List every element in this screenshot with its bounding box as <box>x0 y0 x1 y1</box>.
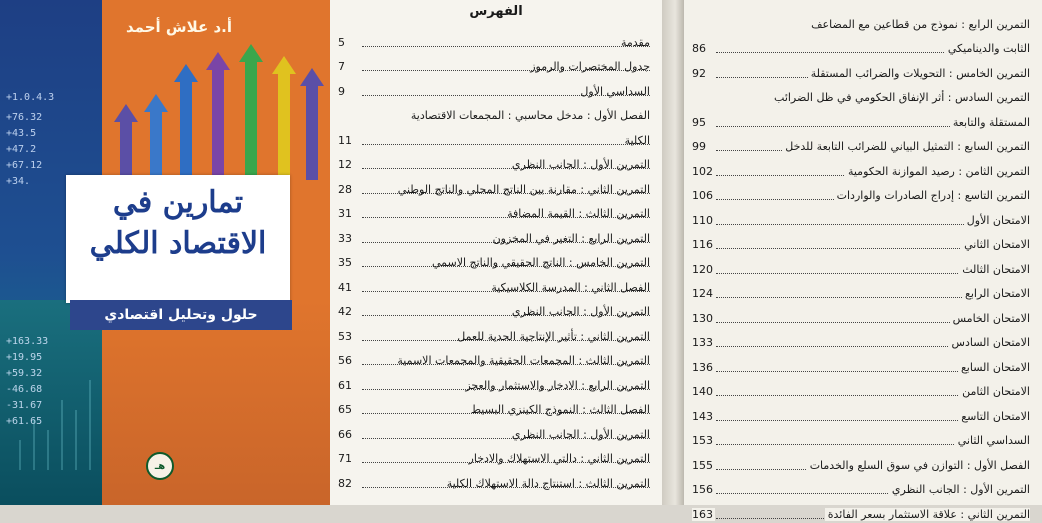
toc-entry <box>692 131 1030 156</box>
toc-entry <box>692 498 1030 523</box>
toc-entry <box>692 302 1030 327</box>
ticker-value: +34. <box>6 176 31 187</box>
ticker-value: +67.12 <box>6 160 43 171</box>
toc-entry <box>692 474 1030 499</box>
toc-entry-page: 53 <box>338 329 352 343</box>
toc-page-left <box>330 0 662 505</box>
toc-entry-page: 140 <box>692 385 713 398</box>
toc-entry-label: الكلية <box>624 133 650 147</box>
toc-entry-page: 35 <box>338 256 352 269</box>
toc-entry-label: التمرين الثامن : رصيد الموازنة الحكومية <box>845 165 1030 178</box>
toc-entry-page: 136 <box>692 360 713 374</box>
toc-page-right <box>684 0 1042 521</box>
toc-entry-label: مقدمة <box>620 35 650 49</box>
ticker-value: +1.0.4.3 <box>6 92 55 103</box>
toc-entry-label: الامتحان الأول <box>964 214 1030 227</box>
toc-entry-label: السداسي الأول <box>580 84 650 98</box>
ticker-value: +163.33 <box>6 336 49 347</box>
toc-entry-page: 163 <box>692 507 713 521</box>
toc-entry-page: 95 <box>692 115 706 129</box>
toc-entry <box>338 26 650 51</box>
toc-entry-label: التمرين الثاني : علاقة الاستثمار بسعر الفائدة <box>825 508 1030 521</box>
toc-entry-page: 33 <box>338 231 352 245</box>
toc-entry-page: 120 <box>692 262 713 276</box>
toc-entry-label: التمرين الرابع : التغير في المخزون <box>492 231 650 245</box>
ticker-value: +43.5 <box>6 128 37 139</box>
toc-entry <box>692 155 1030 180</box>
toc-entry-label: المستقلة والتابعة <box>950 116 1030 129</box>
toc-entry-page: 56 <box>338 354 352 367</box>
toc-entry-label: الامتحان الثالث <box>959 263 1030 276</box>
toc-entry <box>692 33 1030 58</box>
toc-entry-page: 11 <box>338 133 352 147</box>
toc-entry <box>338 418 650 443</box>
toc-entry <box>692 425 1030 450</box>
cover-subtitle: حلول وتحليل اقتصادي <box>70 300 292 330</box>
toc-entry-label: التمرين السابع : التمثيل البياني للضرائب التابعة للدخل <box>782 140 1030 153</box>
toc-entry-page: 42 <box>338 305 352 318</box>
toc-entry <box>338 124 650 149</box>
toc-entry <box>338 369 650 394</box>
toc-entry-page: 86 <box>692 42 706 55</box>
toc-entry <box>692 400 1030 425</box>
cover-author: أ.د علاش أحمد <box>126 18 232 36</box>
toc-entry <box>338 394 650 419</box>
toc-entry <box>338 173 650 198</box>
toc-entry-page: 5 <box>338 35 345 49</box>
toc-entry <box>338 443 650 468</box>
toc-entry-page: 82 <box>338 476 352 490</box>
cover-title-line1: تمارين في <box>112 185 244 220</box>
toc-entry <box>338 247 650 272</box>
toc-entry-page: 66 <box>338 427 352 441</box>
toc-entry-page: 116 <box>692 238 713 251</box>
toc-entry <box>692 8 1030 33</box>
toc-entry-label: الامتحان الثاني <box>961 238 1030 251</box>
toc-list <box>692 8 1030 523</box>
toc-entry-label: التمرين الثاني : تأثير الإنتاجية الحدية للعمل <box>457 329 650 343</box>
ticker-value: +61.65 <box>6 416 43 427</box>
toc-entry-label: السداسي الثاني <box>955 434 1030 447</box>
toc-entry-label: التمرين الثالث : استنتاج دالة الاستهلاك الكلية <box>446 476 650 490</box>
toc-entry-page: 71 <box>338 452 352 465</box>
ticker-value: +47.2 <box>6 144 37 155</box>
toc-entry-label: التمرين التاسع : إدراج الصادرات والواردات <box>834 189 1030 202</box>
cover-title-box <box>66 175 290 303</box>
ticker-value: +19.95 <box>6 352 43 363</box>
toc-entry-page: 41 <box>338 280 352 294</box>
toc-entry-label: الامتحان الخامس <box>950 312 1030 325</box>
leader-dots <box>362 46 650 47</box>
toc-entry-label: التمرين الخامس : التحويلات والضرائب المستقلة <box>808 67 1030 80</box>
toc-entry-page: 61 <box>338 378 352 392</box>
toc-entry-label: جدول المختصرات والرموز <box>530 60 650 73</box>
toc-entry <box>692 82 1030 107</box>
toc-list <box>338 26 650 492</box>
toc-entry-label: التمرين الثاني : دالتي الاستهلاك والادخار <box>468 452 650 465</box>
toc-entry-page: 133 <box>692 336 713 349</box>
toc-entry-label: الفصل الأول : التوازن في سوق السلع والخدمات <box>807 459 1030 472</box>
toc-entry <box>692 278 1030 303</box>
toc-entry-label: الفصل الأول : مدخل محاسبي : المجمعات الاقتصادية <box>410 109 650 122</box>
toc-entry-label: الامتحان الرابع <box>962 287 1030 300</box>
toc-entry <box>338 345 650 370</box>
toc-entry <box>692 106 1030 131</box>
toc-entry-label: التمرين الأول : الجانب النظري <box>511 305 650 318</box>
toc-entry <box>338 149 650 174</box>
toc-entry-label: الامتحان السابع <box>958 361 1030 374</box>
ticker-value: -46.68 <box>6 384 43 395</box>
toc-entry <box>338 320 650 345</box>
publisher-logo: هـ <box>146 452 174 480</box>
toc-entry-label: التمرين السادس : أثر الإنفاق الحكومي في ظل الضرائب <box>771 91 1030 104</box>
toc-entry-label: التمرين الثالث : القيمة المضافة <box>507 207 650 220</box>
toc-entry-page: 28 <box>338 182 352 196</box>
toc-entry-page: 65 <box>338 403 352 416</box>
toc-entry <box>692 204 1030 229</box>
book-gutter <box>662 0 684 505</box>
toc-entry <box>338 198 650 223</box>
toc-entry <box>692 253 1030 278</box>
toc-entry-page: 155 <box>692 458 713 472</box>
toc-entry <box>338 100 650 125</box>
toc-entry-page: 12 <box>338 158 352 171</box>
toc-entry <box>692 229 1030 254</box>
toc-entry-page: 99 <box>692 140 706 153</box>
ticker-value: +59.32 <box>6 368 43 379</box>
toc-heading: الفهرس <box>469 4 523 19</box>
toc-entry-page: 124 <box>692 287 713 300</box>
toc-entry-label: التمرين الأول : الجانب النظري <box>511 158 650 171</box>
toc-entry-page: 110 <box>692 213 713 227</box>
toc-entry-label: الفصل الثاني : المدرسة الكلاسيكية <box>491 280 650 294</box>
toc-entry <box>692 376 1030 401</box>
toc-entry <box>338 296 650 321</box>
toc-entry <box>338 222 650 247</box>
toc-entry-page: 102 <box>692 164 713 178</box>
toc-entry <box>692 57 1030 82</box>
toc-entry-page: 92 <box>692 66 706 80</box>
toc-entry <box>338 467 650 492</box>
toc-entry-label: التمرين الأول : الجانب النظري <box>889 483 1030 496</box>
toc-entry-label: التمرين الخامس : الناتج الحقيقي والناتج الاسمي <box>431 256 650 269</box>
toc-entry-page: 143 <box>692 409 713 423</box>
toc-entry <box>692 351 1030 376</box>
toc-entry-label: الفصل الثالث : النموذج الكينزي البسيط <box>470 403 650 416</box>
toc-entry-page: 9 <box>338 84 345 98</box>
ticker-value: -31.67 <box>6 400 43 411</box>
toc-entry-page: 153 <box>692 434 713 447</box>
toc-entry-label: التمرين الرابع : نموذج من قطاعين مع المضاعف <box>808 18 1030 31</box>
toc-entry-label: الثابت والديناميكي <box>945 42 1030 55</box>
cover-title-line2: الاقتصاد الكلي <box>89 226 267 261</box>
book-cover <box>0 0 330 505</box>
toc-entry <box>692 449 1030 474</box>
toc-entry-page: 31 <box>338 207 352 220</box>
toc-entry-label: التمرين الرابع : الادخار والاستثمار والعجز <box>465 378 650 392</box>
toc-entry-page: 156 <box>692 483 713 496</box>
toc-entry-label: الامتحان الثامن <box>959 385 1030 398</box>
toc-entry-label: التمرين الثالث : المجمعات الحقيقية والمجمعات الاسمية <box>397 354 650 367</box>
toc-entry-page: 7 <box>338 60 345 73</box>
toc-entry <box>338 51 650 76</box>
toc-entry-label: التمرين الثاني : مقارنة بين الناتج المحلي والناتج الوطني <box>397 182 650 196</box>
toc-entry <box>338 75 650 100</box>
leader-dots <box>362 144 650 145</box>
ticker-value: +76.32 <box>6 112 43 123</box>
toc-entry-label: الامتحان السادس <box>949 336 1030 349</box>
toc-entry <box>338 271 650 296</box>
toc-entry-page: 106 <box>692 189 713 202</box>
toc-entry <box>692 327 1030 352</box>
toc-entry-page: 130 <box>692 311 713 325</box>
toc-entry-label: الامتحان التاسع <box>958 410 1030 423</box>
toc-entry <box>692 180 1030 205</box>
toc-entry-label: التمرين الأول : الجانب النظري <box>511 427 650 441</box>
